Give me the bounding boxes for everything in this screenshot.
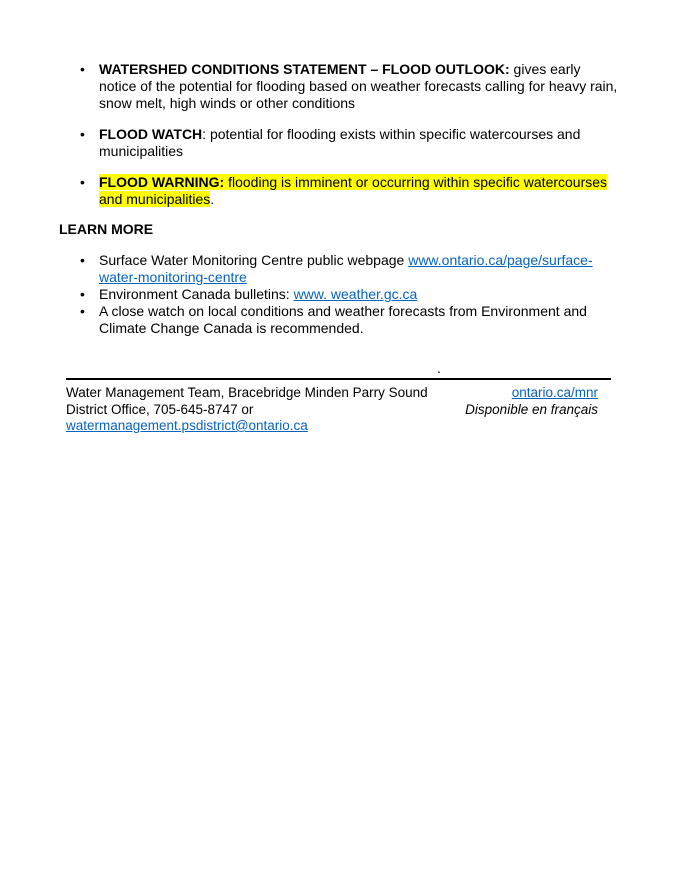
learn-more-heading: LEARN MORE <box>59 221 154 237</box>
footer-right <box>465 385 611 435</box>
ontario-mnr-link[interactable]: ontario.ca/mnr <box>511 385 598 400</box>
stray-period: . <box>437 360 441 376</box>
learn-more-list <box>59 252 619 337</box>
list-item-surface-water <box>99 252 619 286</box>
footer-team-line: Water Management Team, Bracebridge Minden Parry Sound <box>66 385 428 400</box>
list-item-text: Environment Canada bulletins: <box>99 286 294 302</box>
list-item-text: A close watch on local conditions and weather forecasts from Environment and Climate Change Canada is recommended. <box>99 303 587 336</box>
alert-label-highlighted: FLOOD WARNING: <box>99 174 225 190</box>
language-note: Disponible en français <box>465 401 598 417</box>
footer-office-line: District Office, 705-645-8747 or <box>66 401 254 417</box>
alert-item-flood-watch <box>99 126 619 160</box>
alert-description: : potential for flooding exists within specific watercourses and municipalities <box>99 126 581 159</box>
alert-label: WATERSHED CONDITIONS STATEMENT – FLOOD OUTLOOK: <box>99 61 510 77</box>
weather-gc-link[interactable]: www. weather.gc.ca <box>293 286 418 302</box>
alert-levels-list <box>59 61 619 208</box>
alert-item-flood-outlook <box>99 61 619 112</box>
list-item-text: Surface Water Monitoring Centre public webpage <box>99 252 409 268</box>
list-item-environment-canada <box>99 286 619 303</box>
alert-description: gives early notice of the potential for flooding based on weather forecasts calling for heavy rain, snow melt, high winds or other conditions <box>99 61 618 111</box>
footer <box>66 378 611 435</box>
footer-contact <box>66 385 428 435</box>
footer-divider <box>66 378 611 380</box>
alert-suffix: . <box>210 191 215 207</box>
alert-item-flood-warning <box>99 174 619 208</box>
alert-description-highlighted: flooding is imminent or occurring within specific watercourses and municipalities <box>99 174 608 207</box>
surface-water-monitoring-link[interactable]: www.ontario.ca/page/surface-water-monitoring-centre <box>99 252 593 285</box>
alert-label: FLOOD WATCH <box>99 126 203 142</box>
list-item-close-watch <box>99 303 619 337</box>
email-link[interactable]: watermanagement.psdistrict@ontario.ca <box>66 418 308 433</box>
